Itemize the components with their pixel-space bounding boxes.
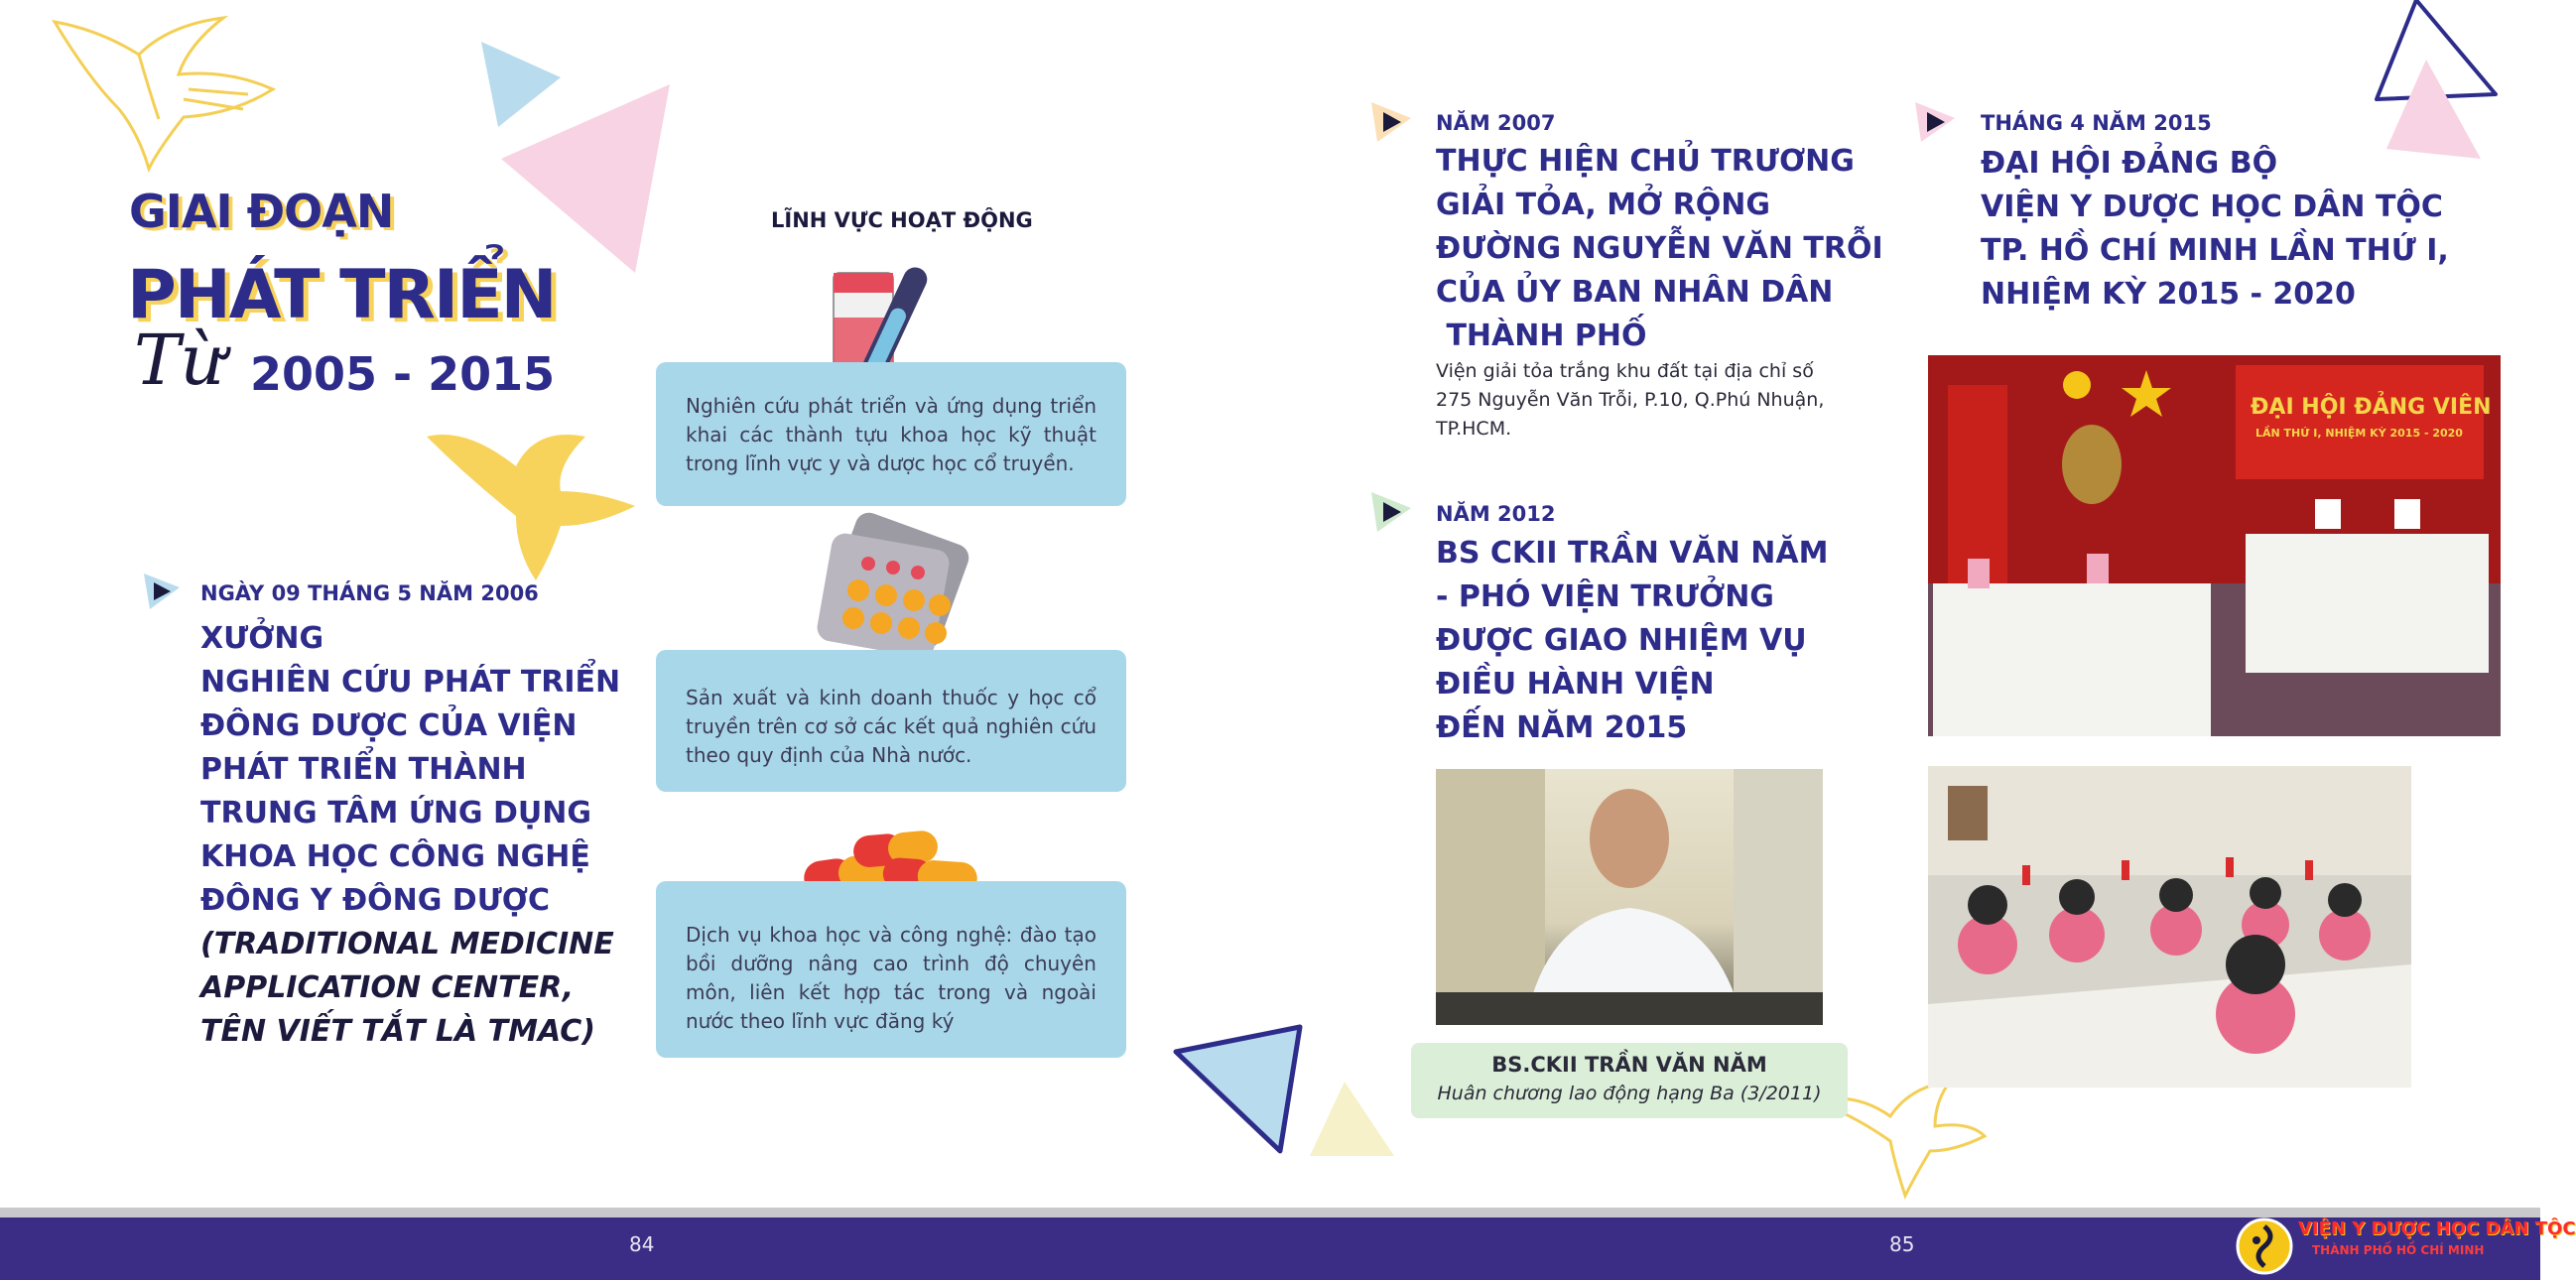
- congress-photo: [1928, 355, 2501, 736]
- caption-name: BS.CKII TRẦN VĂN NĂM: [1491, 1053, 1767, 1077]
- event-2006-italic-line: APPLICATION CENTER,: [200, 970, 575, 1005]
- event-2006-line: TRUNG TÂM ỨNG DỤNG: [200, 796, 591, 831]
- field-text: Nghiên cứu phát triển và ứng dụng triển khai các thành tựu khoa học kỹ thuật trong lĩnh vực y và dược học cổ truyền.: [686, 394, 1096, 475]
- event-2007-desc-line: 275 Nguyễn Văn Trỗi, P.10, Q.Phú Nhuận,: [1436, 389, 1825, 411]
- event-2012-line: - PHÓ VIỆN TRƯỞNG: [1436, 579, 1774, 614]
- triangle-shape: [501, 84, 670, 273]
- field-box-production: [656, 650, 1126, 792]
- event-2015-title: [1981, 142, 2449, 317]
- logo-city: THÀNH PHỐ HỒ CHÍ MINH: [2312, 1243, 2485, 1257]
- event-2012-line: BS CKII TRẦN VĂN NĂM: [1436, 536, 1829, 571]
- voting-photo: [1928, 766, 2411, 1088]
- event-2006-italic-line: TÊN VIẾT TẮT LÀ TMAC): [200, 1014, 595, 1049]
- banner-title: ĐẠI HỘI ĐẢNG VIÊN: [2251, 395, 2492, 420]
- page-number-right: 85: [1889, 1232, 1915, 1256]
- field-box-research: [656, 362, 1126, 506]
- event-2006-line: ĐÔNG DƯỢC CỦA VIỆN: [200, 708, 578, 743]
- event-2007-desc: [1436, 357, 1824, 444]
- event-2007-line: GIẢI TỎA, MỞ RỘNG: [1436, 188, 1771, 222]
- event-2007-desc-line: Viện giải tỏa trắng khu đất tại địa chỉ số: [1436, 360, 1814, 382]
- caption-award: Huân chương lao động hạng Ba (3/2011): [1437, 1083, 1822, 1104]
- event-2012-title: [1436, 532, 1828, 750]
- logo-name: VIỆN Y DƯỢC HỌC DÂN TỘC: [2298, 1218, 2576, 1239]
- bird-icon: [427, 435, 635, 580]
- footer-stripe: [0, 1208, 2540, 1217]
- title-line2: PHÁT TRIỂN: [127, 256, 556, 334]
- field-box-services: [656, 881, 1126, 1058]
- bird-icon: [55, 18, 273, 169]
- title-line1: GIAI ĐOẠN: [129, 185, 394, 238]
- page-number-left: 84: [629, 1232, 655, 1256]
- footer-bar: [0, 1217, 2540, 1280]
- event-2006-line: XƯỞNG: [200, 621, 324, 656]
- event-2015-line: TP. HỒ CHÍ MINH LẦN THỨ I,: [1981, 233, 2449, 268]
- event-2015-line: NHIỆM KỲ 2015 - 2020: [1981, 277, 2356, 312]
- event-2012-line: ĐIỀU HÀNH VIỆN: [1436, 667, 1715, 702]
- event-2006-line: PHÁT TRIỂN THÀNH: [200, 752, 527, 787]
- event-2007-line: ĐƯỜNG NGUYỄN VĂN TRỖI: [1436, 231, 1883, 266]
- triangle-shape: [1310, 1082, 1394, 1156]
- title-years: 2005 - 2015: [250, 347, 556, 401]
- play-marker-icon: [1915, 102, 1951, 138]
- event-2007-line: CỦA ỦY BAN NHÂN DÂN: [1436, 275, 1834, 310]
- event-2012-line: ĐƯỢC GIAO NHIỆM VỤ: [1436, 623, 1807, 658]
- event-2006-line: KHOA HỌC CÔNG NGHỆ: [200, 839, 590, 874]
- event-2006-date: NGÀY 09 THÁNG 5 NĂM 2006: [200, 581, 539, 605]
- event-2006-title: [200, 617, 620, 1054]
- event-2007-desc-line: TP.HCM.: [1436, 418, 1512, 440]
- portrait-photo: [1436, 769, 1823, 1025]
- triangle-shape: [481, 42, 561, 127]
- play-marker-icon: [1371, 492, 1407, 528]
- event-2007-date: NĂM 2007: [1436, 111, 1556, 135]
- title-script: Từ: [134, 320, 225, 401]
- institute-logo-icon: [2235, 1216, 2294, 1276]
- event-2012-date: NĂM 2012: [1436, 502, 1556, 526]
- event-2015-date: THÁNG 4 NĂM 2015: [1981, 111, 2212, 135]
- event-2012-line: ĐẾN NĂM 2015: [1436, 710, 1688, 745]
- event-2015-line: VIỆN Y DƯỢC HỌC DÂN TỘC: [1981, 190, 2443, 224]
- banner-subtitle: LẦN THỨ I, NHIỆM KỲ 2015 - 2020: [2255, 427, 2463, 440]
- fields-heading: LĨNH VỰC HOẠT ĐỘNG: [771, 208, 1033, 232]
- event-2006-line: NGHIÊN CỨU PHÁT TRIỂN: [200, 665, 621, 700]
- field-text: Sản xuất và kinh doanh thuốc y học cổ truyền trên cơ sở các kết quả nghiên cứu theo quy định của Nhà nước.: [686, 686, 1096, 767]
- field-text: Dịch vụ khoa học và công nghệ: đào tạo bồi dưỡng nâng cao trình độ chuyên môn, liên kết hợp tác trong và ngoài nước theo lĩnh vực đăng ký: [686, 923, 1096, 1033]
- triangle-shape: [1176, 1027, 1300, 1151]
- event-2007-line: THÀNH PHỐ: [1436, 319, 1647, 353]
- event-2007-line: THỰC HIỆN CHỦ TRƯƠNG: [1436, 144, 1855, 179]
- event-2006-line: ĐÔNG Y ĐÔNG DƯỢC: [200, 883, 550, 918]
- event-2015-line: ĐẠI HỘI ĐẢNG BỘ: [1981, 146, 2278, 181]
- event-2006-italic-line: (TRADITIONAL MEDICINE: [200, 927, 614, 961]
- portrait-caption: [1411, 1043, 1848, 1118]
- play-marker-icon: [144, 574, 180, 609]
- play-marker-icon: [1371, 102, 1407, 138]
- event-2007-title: [1436, 140, 1883, 358]
- pills-blister-icon: [809, 516, 977, 665]
